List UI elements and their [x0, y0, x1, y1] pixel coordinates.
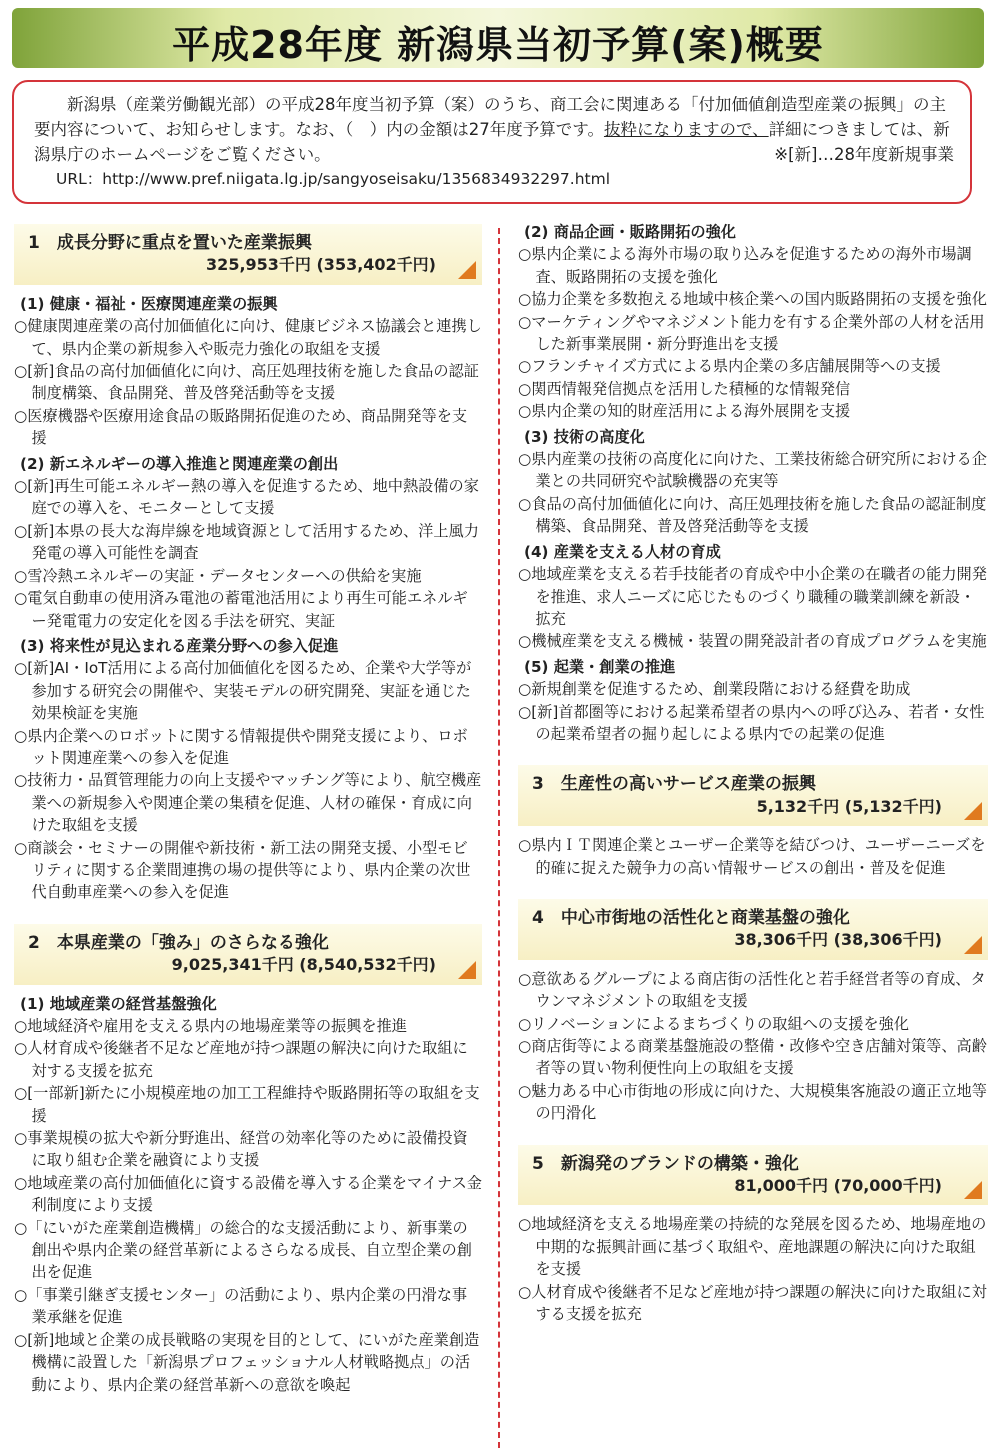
list-item: ○人材育成や後継者不足など産地が持つ課題の解決に向けた取組に対する支援を拡充	[518, 1282, 987, 1324]
column-divider	[498, 228, 500, 1448]
list-item: ○協力企業を多数抱える地域中核企業への国内販路開拓の支援を強化	[518, 290, 987, 309]
section-amount: 325,953千円 (353,402千円)	[206, 255, 436, 275]
list-item: ○雪冷熱エネルギーの実証・データセンターへの供給を実施	[14, 566, 422, 585]
list-item: ○新規創業を促進するため、創業段階における経費を助成	[518, 680, 911, 699]
list-item: ○商店街等による商業基盤施設の整備・改修や空き店舗対策等、高齢者等の買い物利便性向上の取組を支援	[518, 1037, 987, 1078]
intro-box	[12, 80, 972, 204]
url-link[interactable]: URL：http://www.pref.niigata.lg.jp/sangyoseisaku/1356834932297.html	[56, 170, 611, 188]
section-title: 5 新潟発のブランドの構築・強化	[532, 1153, 799, 1174]
list-item: ○[新]本県の長大な海岸線を地域資源として活用するため、洋上風力発電の導入可能性を調査	[14, 521, 479, 563]
list-item: ○県内企業による海外市場の取り込みを促進するための海外市場調査、販路開拓の支援を強化	[518, 245, 972, 286]
page-title: 平成28年度 新潟県当初予算(案)概要	[172, 23, 824, 67]
list-item: ○県内ＩＴ関連企業とユーザー企業等を結びつけ、ユーザーニーズを的確に捉えた競争力の高い情報サービスの創出・普及を促進	[518, 836, 986, 877]
triangle-marker-icon	[458, 261, 476, 279]
section-header-4	[518, 899, 988, 960]
list-item: ○県内企業の知的財産活用による海外展開を支援	[518, 402, 851, 421]
section-amount: 9,025,341千円 (8,540,532千円)	[171, 955, 436, 975]
list-item: ○電気自動車の使用済み電池の蓄電池活用により再生可能エネルギー発電電力の安定化を図る手法を研究、実証	[14, 589, 468, 630]
triangle-marker-icon	[964, 802, 982, 820]
list-item: ○[新]首都圏等における起業希望者の県内への呼び込み、若者・女性の起業希望者の掘り起しによる県内での起業の促進	[518, 702, 985, 743]
list-item: ○意欲あるグループによる商店街の活性化と若手経営者等の育成、タウンマネジメントの取組を支援	[518, 969, 986, 1011]
list-item: ○フランチャイズ方式による県内企業の多店舗展開等への支援	[518, 357, 941, 376]
list-item: ○商談会・セミナーの開催や新技術・新工法の開発支援、小型モビリティに関する企業間連携の場の提供等により、県内企業の次世代自動車産業への参入を促進	[14, 838, 471, 902]
subsection-title: (3) 技術の高度化	[524, 427, 645, 446]
subsection-title: (1) 健康・福祉・医療関連産業の振興	[20, 294, 278, 313]
new-note: ※[新]…28年度新規事業	[774, 145, 954, 164]
section-title: 1 成長分野に重点を置いた産業振興	[28, 233, 312, 253]
intro-text-a: 新潟県（産業労働観光部）の平成28年度当初予算（案）のうち、商工会に関連ある「付加価値創造型産業の振興」の主要内容について、お知らせします。なお、（ ）内の金額は27年度予算です。	[34, 95, 946, 139]
list-item: ○県内企業へのロボットに関する情報提供や開発支援により、ロボット関連産業への参入を促進	[14, 726, 468, 767]
list-item: ○リノベーションによるまちづくりの取組への支援を強化	[518, 1014, 909, 1033]
subsection-title: (2) 商品企画・販路開拓の強化	[524, 223, 736, 241]
section-amount: 81,000千円 (70,000千円)	[734, 1176, 942, 1196]
list-item: ○地域産業を支える若手技能者の育成や中小企業の在職者の能力開発を推進、求人ニーズに応じたものづくり職種の職業訓練を新設・拡充	[518, 565, 987, 628]
section-title: 4 中心市街地の活性化と商業基盤の強化	[532, 907, 850, 928]
list-item: ○魅力ある中心市街地の形成に向けた、大規模集客施設の適正立地等の円滑化	[518, 1081, 987, 1123]
section-header-2	[14, 924, 482, 985]
list-item: ○県内産業の技術の高度化に向けた、工業技術総合研究所における企業との共同研究や試験機器の充実等	[518, 450, 987, 491]
section-title: 2 本県産業の「強み」のさらなる強化	[28, 932, 329, 953]
subsection-title: (4) 産業を支える人材の育成	[524, 542, 721, 561]
list-item: ○地域産業の高付加価値化に資する設備を導入する企業をマイナス金利制度により支援	[14, 1173, 482, 1215]
section-title: 3 生産性の高いサービス産業の振興	[532, 774, 816, 795]
subsection-title: (3) 将来性が見込まれる産業分野への参入促進	[20, 636, 339, 655]
list-item: ○関西情報発信拠点を活用した積極的な情報発信	[518, 379, 851, 398]
list-item: ○地域経済や雇用を支える県内の地場産業等の振興を推進	[14, 1017, 407, 1035]
list-item: ○「事業引継ぎ支援センター」の活動により、県内企業の円滑な事業承継を促進	[14, 1285, 468, 1327]
list-item: ○[新]AI・IoT活用による高付加価値化を図るため、企業や大学等が参加する研究会の開催や、実装モデルの研究開発、実証を通じた効果検証を実施	[14, 659, 472, 723]
intro-text	[34, 92, 954, 167]
list-item: ○技術力・品質管理能力の向上支援やマッチング等により、航空機産業への新規参入や関連企業の集積を促進、人材の確保・育成に向けた取組を支援	[14, 771, 482, 835]
list-item: ○食品の高付加価値化に向け、高圧処理技術を施した食品の認証制度構築、食品開発、普及啓発活動等を支援	[518, 494, 987, 536]
triangle-marker-icon	[964, 1181, 982, 1199]
section-header-1	[14, 224, 482, 285]
intro-text-b: 詳細につきましては、新潟県庁のホームページをご覧ください。	[34, 120, 950, 164]
section-header-5	[518, 1145, 988, 1206]
list-item: ○機械産業を支える機械・装置の開発設計者の育成プログラムを実施	[518, 632, 987, 651]
list-item: ○人材育成や後継者不足など産地が持つ課題の解決に向けた取組に対する支援を拡充	[14, 1039, 468, 1080]
intro-text-underlined: 抜粋になりますので、	[603, 120, 769, 139]
subsection-title: (2) 新エネルギーの導入推進と関連産業の創出	[20, 454, 339, 473]
list-item: ○[一部新]新たに小規模産地の加工工程維持や販路開拓等の取組を支援	[14, 1084, 480, 1125]
section-amount: 38,306千円 (38,306千円)	[734, 930, 942, 950]
subsection-title: (5) 起業・創業の推進	[524, 657, 676, 676]
list-item: ○医療機器や医療用途食品の販路開拓促進のため、商品開発等を支援	[14, 406, 468, 448]
list-item: ○事業規模の拡大や新分野進出、経営の効率化等のために設備投資に取り組む企業を融資により支援	[14, 1129, 468, 1170]
right-column	[518, 218, 988, 1325]
list-item: ○健康関連産業の高付加価値化に向け、健康ビジネス協議会と連携して、県内企業の新規参入や販売力強化の取組を支援	[14, 317, 482, 358]
list-item: ○[新]地域と企業の成長戦略の実現を目的として、にいがた産業創造機構に設置した「新潟県プロフェッショナル人材戦略拠点」の活動により、県内企業の経営革新への意欲を喚起	[14, 1330, 480, 1394]
subsection-title: (1) 地域産業の経営基盤強化	[20, 994, 217, 1013]
list-item: ○[新]食品の高付加価値化に向け、高圧処理技術を施した食品の認証制度構築、食品開発、普及啓発活動等を支援	[14, 362, 479, 403]
left-column	[14, 218, 482, 1396]
title-banner	[12, 8, 984, 68]
list-item: ○「にいがた産業創造機構」の総合的な支援活動により、新事業の創出や県内企業の経営革新によるさらなる成長、自立型企業の創出を促進	[14, 1218, 472, 1282]
list-item: ○地域経済を支える地場産業の持続的な発展を図るため、地場産地の中期的な振興計画に基づく取組や、産地課題の解決に向けた取組を支援	[518, 1215, 987, 1279]
section-amount: 5,132千円 (5,132千円)	[756, 796, 942, 816]
triangle-marker-icon	[964, 936, 982, 954]
list-item: ○[新]再生可能エネルギー熱の導入を促進するため、地中熱設備の家庭での導入を、モニターとして支援	[14, 477, 479, 518]
triangle-marker-icon	[458, 961, 476, 979]
list-item: ○マーケティングやマネジメント能力を有する企業外部の人材を活用した新事業展開・新分野進出を支援	[518, 312, 985, 354]
section-header-3	[518, 765, 988, 826]
